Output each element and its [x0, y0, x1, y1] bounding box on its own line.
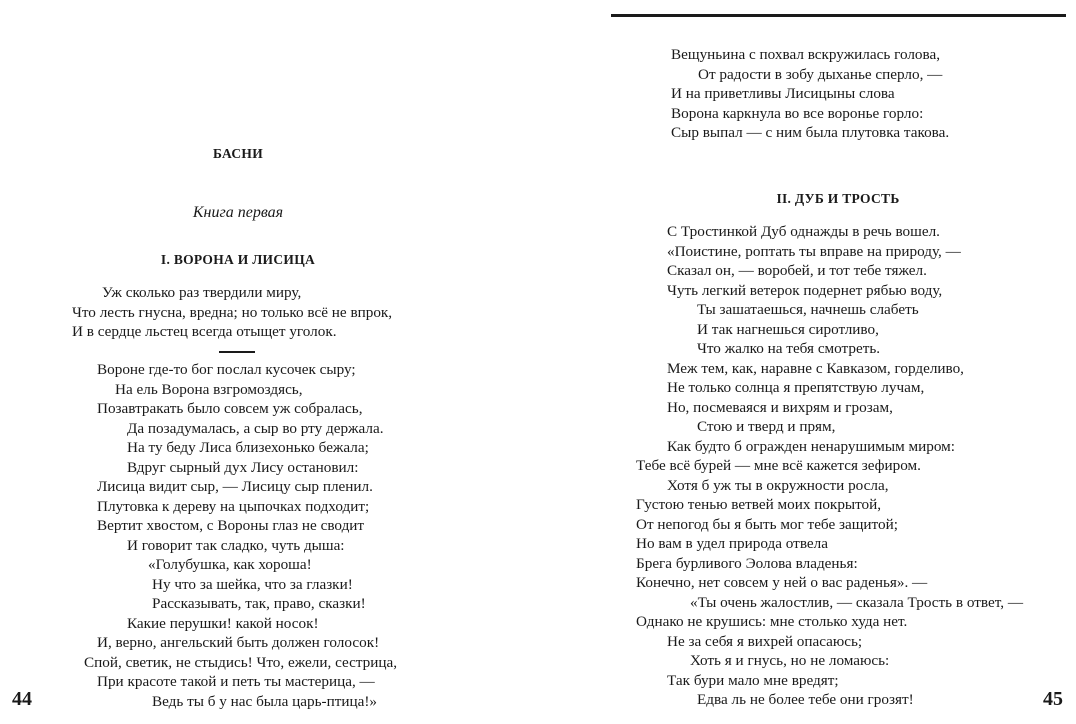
verse-line: «Голубушка, как хороша!	[148, 556, 312, 573]
verse-line: Ведь ты б у нас была царь-птица!»	[152, 692, 377, 710]
epigraph-line: Что лесть гнусна, вредна; но только всё не впрок,	[72, 303, 393, 321]
header-rule	[611, 14, 1066, 17]
verse-line: Спой, светик, не стыдись! Что, ежели, сестрица,	[84, 653, 398, 671]
verse-line: Тебе всё бурей — мне всё кажется зефиром.	[636, 457, 921, 474]
verse-line: Вдруг сырный дух Лису остановил:	[127, 458, 359, 476]
verse-line: Меж тем, как, наравне с Кавказом, горделиво,	[667, 359, 964, 377]
verse-line: Стою и тверд и прям,	[697, 418, 836, 435]
verse-line: Сыр выпал — с ним была плутовка такова.	[671, 124, 950, 141]
verse-line: Как будто б огражден ненарушимым миром:	[667, 437, 955, 455]
verse-line: Густою тенью ветвей моих покрытой,	[636, 496, 882, 513]
verse-line: От непогод бы я быть мог тебе защитой;	[636, 515, 898, 533]
verse-line: И на приветливы Лисицыны слова	[671, 85, 895, 102]
fable-title-2: II. ДУБ И ТРОСТЬ	[776, 191, 900, 206]
verse-line: Однако не крушись: мне столько худа нет.	[636, 613, 908, 630]
verse-line: При красоте такой и петь ты мастерица, —	[97, 673, 375, 690]
verse-line: Конечно, нет совсем у ней о вас раденья». —	[636, 574, 928, 591]
verse-line: Но, посмеваяся и вихрям и грозам,	[667, 398, 893, 416]
verse-line: Вещуньина с похвал вскружилась голова,	[671, 46, 941, 63]
verse-line: Плутовка к дереву на цыпочках подходит;	[97, 497, 370, 515]
right-page	[538, 0, 1076, 724]
verse-line: И говорит так сладко, чуть дыша:	[127, 536, 345, 554]
verse-line: Да позадумалась, а сыр во рту держала.	[127, 419, 384, 437]
verse-line: Но вам в удел природа отвела	[636, 535, 828, 552]
section-divider	[219, 351, 255, 353]
verse-line: Какие перушки! какой носок!	[127, 614, 319, 632]
verse-line: Брега бурливого Эолова владенья:	[636, 554, 858, 572]
verse-line: Что жалко на тебя смотреть.	[697, 340, 881, 357]
verse-line: На ель Ворона взгромоздясь,	[115, 380, 303, 398]
page-number-left: 44	[12, 688, 32, 710]
verse-line: Вороне где-то бог послал кусочек сыру;	[97, 361, 356, 378]
epigraph-line: И в сердце льстец всегда отыщет уголок.	[72, 323, 337, 340]
verse-line: Сказал он, — воробей, и тот тебе тяжел.	[667, 262, 927, 279]
verse-line: Ты зашатаешься, начнешь слабеть	[697, 301, 919, 318]
book-title: Книга первая	[192, 204, 284, 221]
verse-line: На ту беду Лиса близехонько бежала;	[127, 439, 369, 456]
verse-line: И, верно, ангельский быть должен голосок!	[97, 634, 380, 651]
verse-line: Позавтракать было совсем уж собралась,	[97, 400, 363, 417]
page-number-right: 45	[1043, 688, 1063, 710]
verse-line: Вертит хвостом, с Вороны глаз не сводит	[97, 517, 365, 534]
verse-line: Не только солнца я препятствую лучам,	[667, 379, 925, 396]
verse-line: «Ты очень жалостлив, — сказала Трость в ответ, —	[690, 593, 1024, 611]
verse-line: Лисица видит сыр, — Лисицу сыр пленил.	[97, 478, 373, 495]
verse-line: Ворона каркнула во все воронье горло:	[671, 104, 924, 122]
verse-line: Так бури мало мне вредят;	[667, 671, 839, 689]
verse-line: Хотя б уж ты в окружности росла,	[667, 476, 889, 494]
verse-line: От радости в зобу дыханье сперло, —	[698, 65, 943, 83]
section-title: БАСНИ	[212, 146, 264, 161]
verse-line: Едва ль не более тебе они грозят!	[697, 691, 914, 708]
verse-line: Не за себя я вихрей опасаюсь;	[667, 632, 863, 650]
verse-line: И так нагнешься сиротливо,	[697, 320, 879, 338]
verse-line: Рассказывать, так, право, сказки!	[152, 595, 366, 612]
verse-line: Ну что за шейка, что за глазки!	[152, 575, 353, 593]
verse-line: С Тростинкой Дуб однажды в речь вошел.	[667, 223, 940, 240]
epigraph-line: Уж сколько раз твердили миру,	[102, 284, 302, 301]
verse-line: Чуть легкий ветерок подернет рябью воду,	[667, 281, 943, 299]
verse-line: Хоть я и гнусь, но не ломаюсь:	[690, 652, 890, 669]
verse-line: «Поистине, роптать ты вправе на природу, —	[667, 242, 961, 260]
fable-title-1: I. ВОРОНА И ЛИСИЦА	[160, 252, 316, 267]
